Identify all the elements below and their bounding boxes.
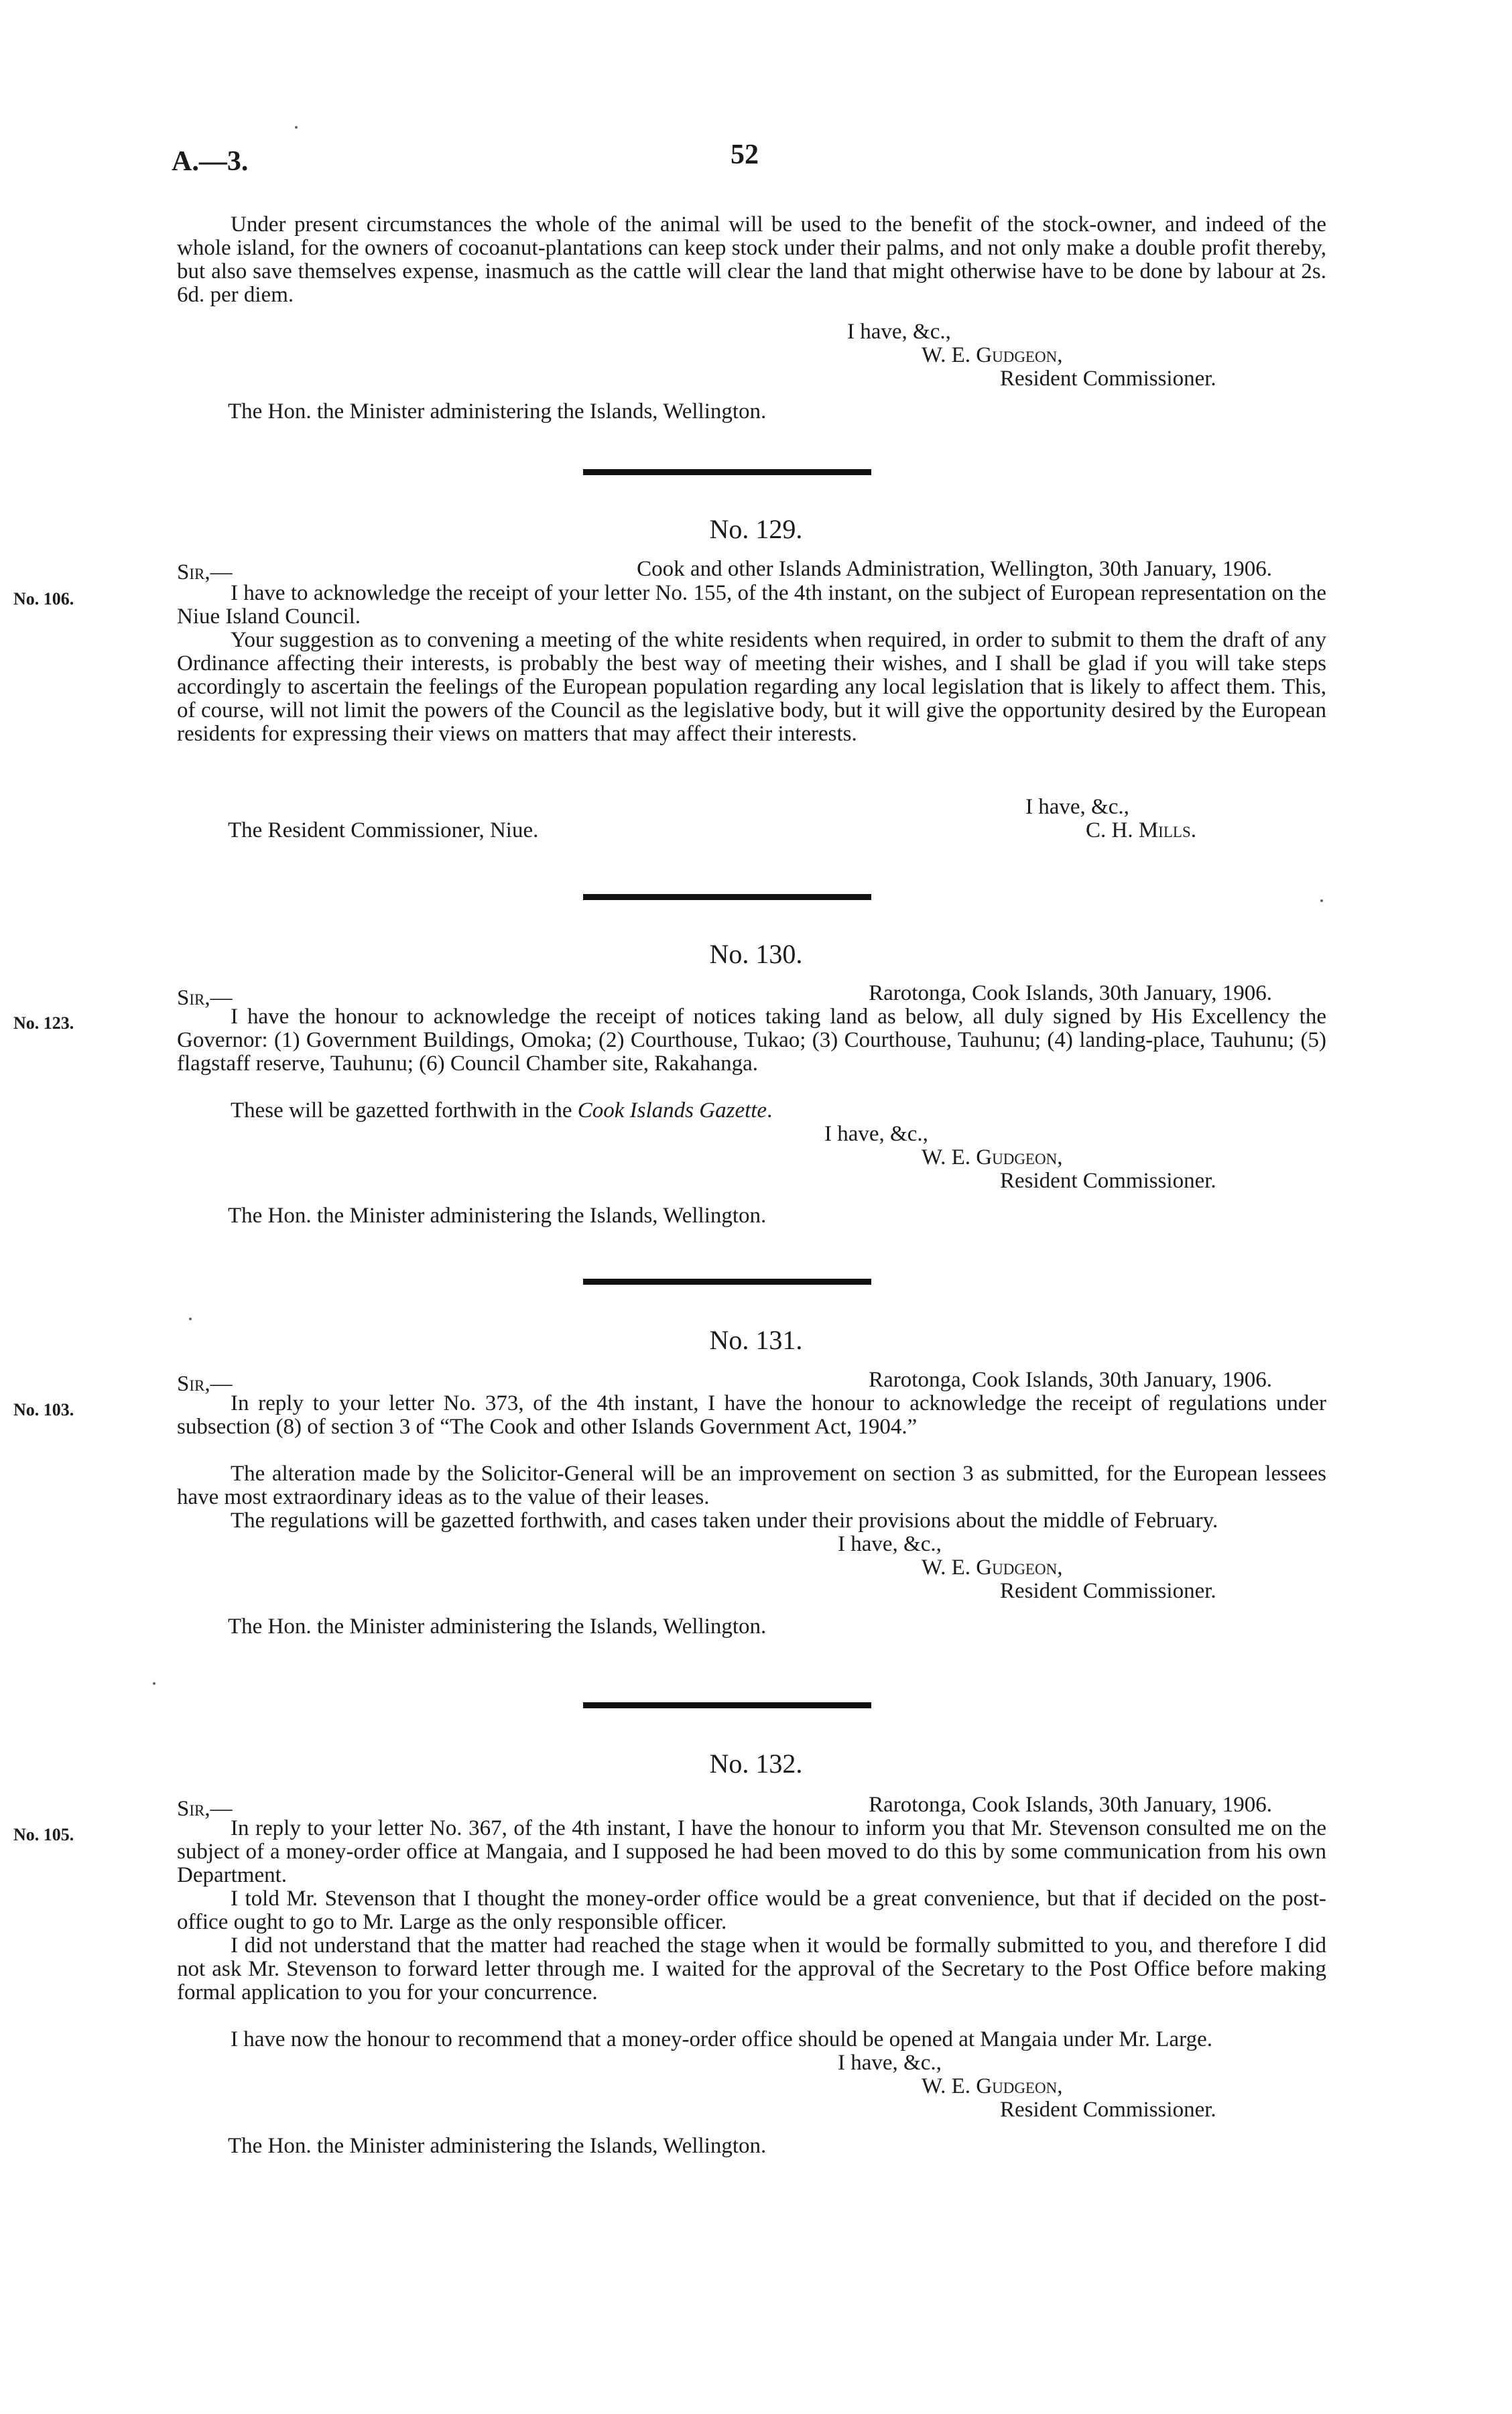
letter-131-salutation: Sir,— [177, 1372, 233, 1396]
letter-129-closing: I have, &c., [1025, 795, 1129, 819]
intro-signatory-title: Resident Commissioner. [1000, 367, 1216, 391]
intro-addressee: The Hon. the Minister administering the Islands, Wellington. [228, 399, 767, 424]
letter-129-paragraph-2: Your suggestion as to convening a meeting of the white residents when required, in order to submit to them the draft of any Ordinance affecting their interests, is probably the best way of meeting their wishes, and I shall be glad if you will take steps accordingly to ascertain the feelings of the European population regarding any local legislation that is likely to affect them. This, of course, will not limit the powers of the Council as the legislative body, but it will give the opportunity desired by the European residents for expressing their views on matters that may affect their interests. [177, 628, 1326, 746]
letter-130-gazette-paragraph [177, 1099, 1326, 1123]
scan-speck [295, 126, 298, 129]
letter-130-signatory-title: Resident Commissioner. [1000, 1169, 1216, 1193]
letter-130-paragraph-1: I have the honour to acknowledge the receipt of notices taking land as below, all duly signed by His Excellency the Governor: (1) Government Buildings, Omoka; (2) Courthouse, Tukao; (3) Courthouse, Tauhunu; (4) landing-place, Tauhunu; (5) flagstaff reserve, Tauhunu; (6) Council Chamber site, Rakahanga. [177, 1005, 1326, 1076]
letter-131-closing: I have, &c., [838, 1532, 942, 1556]
letter-132-addressee: The Hon. the Minister administering the Islands, Wellington. [228, 2134, 767, 2158]
letter-130-margin-ref: No. 123. [13, 1013, 74, 1033]
letter-130-heading: No. 130. [709, 939, 803, 969]
letter-132-paragraph-1: In reply to your letter No. 367, of the 4th instant, I have the honour to inform you that Mr. Stevenson consulted me on the subject of a money-order office at Mangaia, and I supposed he had been moved to do this by some communication from his own Department. [177, 1816, 1326, 1887]
gazette-suffix: . [767, 1098, 773, 1123]
page-number: 52 [731, 139, 759, 170]
intro-closing: I have, &c., [847, 320, 951, 344]
letter-131-paragraph-3: The regulations will be gazetted forthwith, and cases taken under their provisions about the middle of February. [231, 1509, 1218, 1533]
gazette-title: Cook Islands Gazette [577, 1098, 767, 1123]
letter-129-paragraph-1: I have to acknowledge the receipt of your letter No. 155, of the 4th instant, on the subject of European representation on the Niue Island Council. [177, 581, 1326, 629]
letter-132-signatory: W. E. Gudgeon, [922, 2074, 1063, 2098]
letter-131-paragraph-2: The alteration made by the Solicitor-General will be an improvement on section 3 as submitted, for the European lessees have most extraordinary ideas as to the value of their leases. [177, 1462, 1326, 1509]
letter-130-closing: I have, &c., [824, 1122, 928, 1146]
section-divider [583, 469, 871, 475]
section-divider [583, 1279, 871, 1285]
letter-131-heading: No. 131. [709, 1325, 803, 1355]
letter-131-signatory: W. E. Gudgeon, [922, 1555, 1063, 1580]
letter-130-salutation: Sir,— [177, 986, 233, 1010]
letter-131-dateline: Rarotonga, Cook Islands, 30th January, 1906. [869, 1368, 1272, 1392]
letter-131-addressee: The Hon. the Minister administering the Islands, Wellington. [228, 1614, 767, 1639]
letter-130-addressee: The Hon. the Minister administering the Islands, Wellington. [228, 1204, 767, 1228]
intro-signatory: W. E. Gudgeon, [922, 343, 1063, 367]
scan-speck [1320, 899, 1323, 902]
letter-132-paragraph-3: I did not understand that the matter had reached the stage when it would be formally submitted to you, and therefore I did not ask Mr. Stevenson to forward letter through me. I waited for the approval of the Secretary to the Post Office before making formal application to you for your concurrence. [177, 1933, 1326, 2005]
letter-131-margin-ref: No. 103. [13, 1400, 74, 1419]
letter-132-margin-ref: No. 105. [13, 1825, 74, 1844]
letter-129-margin-ref: No. 106. [13, 589, 74, 609]
running-header-code: A.—3. [172, 146, 249, 177]
letter-132-closing: I have, &c., [838, 2051, 942, 2075]
letter-131-signatory-title: Resident Commissioner. [1000, 1579, 1216, 1603]
letter-132-heading: No. 132. [709, 1749, 803, 1779]
letter-132-salutation: Sir,— [177, 1797, 233, 1821]
scan-speck [153, 1682, 155, 1685]
scan-speck [189, 1318, 192, 1320]
letter-129-salutation: Sir,— [177, 560, 233, 584]
intro-paragraph: Under present circumstances the whole of the animal will be used to the benefit of the stock-owner, and indeed of the whole island, for the owners of cocoanut-plantations can keep stock under their palms, and not only make a double profit thereby, but also save themselves expense, inasmuch as the cattle will clear the land that might otherwise have to be done by labour at 2s. 6d. per diem. [177, 212, 1326, 307]
letter-130-dateline: Rarotonga, Cook Islands, 30th January, 1906. [869, 981, 1272, 1005]
letter-131-paragraph-1: In reply to your letter No. 373, of the 4th instant, I have the honour to acknowledge the receipt of regulations under subsection (8) of section 3 of “The Cook and other Islands Government Act, 1904.” [177, 1391, 1326, 1439]
letter-132-dateline: Rarotonga, Cook Islands, 30th January, 1906. [869, 1793, 1272, 1817]
section-divider [583, 1702, 871, 1708]
letter-129-signatory: C. H. Mills. [1086, 818, 1196, 842]
letter-132-paragraph-2: I told Mr. Stevenson that I thought the money-order office would be a great convenience, but that if decided on the post-office ought to go to Mr. Large as the only responsible officer. [177, 1887, 1326, 1934]
letter-129-dateline: Cook and other Islands Administration, Wellington, 30th January, 1906. [637, 557, 1272, 581]
section-divider [583, 894, 871, 900]
letter-130-signatory: W. E. Gudgeon, [922, 1145, 1063, 1169]
gazette-text: These will be gazetted forthwith in the [231, 1098, 578, 1123]
letter-129-heading: No. 129. [709, 514, 803, 544]
letter-132-signatory-title: Resident Commissioner. [1000, 2098, 1216, 2122]
letter-129-addressee: The Resident Commissioner, Niue. [228, 818, 539, 842]
letter-132-paragraph-4: I have now the honour to recommend that a money-order office should be opened at Mangaia under Mr. Large. [231, 2027, 1212, 2051]
